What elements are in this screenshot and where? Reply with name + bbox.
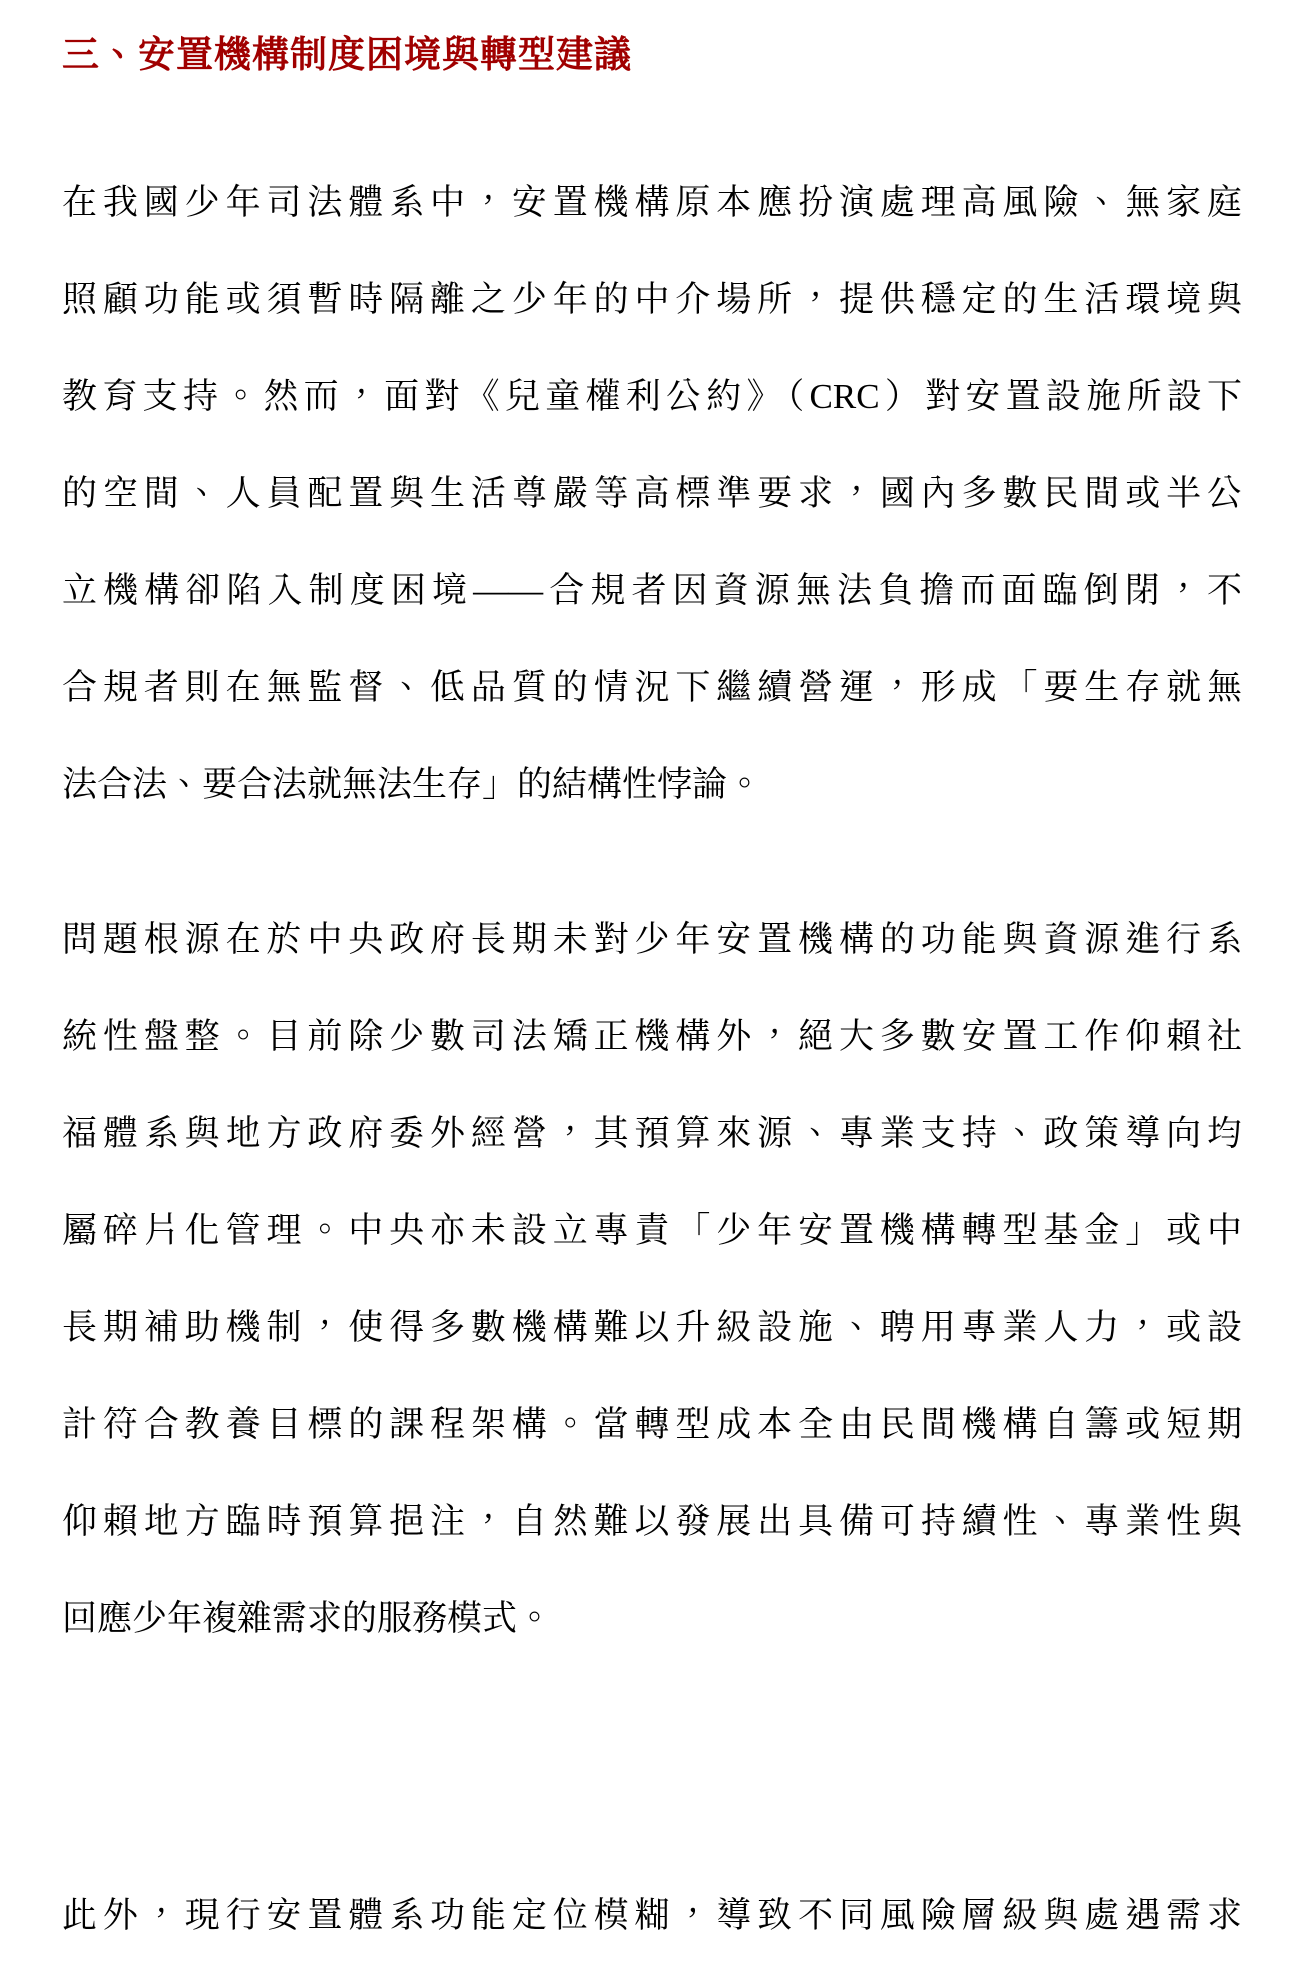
text-line: 福體系與地方政府委外經營，其預算來源、專業支持、政策導向均 <box>62 1114 1242 1153</box>
text-line: 統性盤整。目前除少數司法矯正機構外，絕大多數安置工作仰賴社 <box>62 1017 1242 1056</box>
text-line: 的空間、人員配置與生活尊嚴等高標準要求，國內多數民間或半公 <box>62 474 1242 513</box>
text-line: 法合法、要合法就無法生存」的結構性悖論。 <box>62 765 763 804</box>
text-line: 長期補助機制，使得多數機構難以升級設施、聘用專業人力，或設 <box>62 1308 1242 1347</box>
text-line: 屬碎片化管理。中央亦未設立專責「少年安置機構轉型基金」或中 <box>62 1211 1242 1250</box>
text-line: 照顧功能或須暫時隔離之少年的中介場所，提供穩定的生活環境與 <box>62 280 1242 319</box>
text-line: 計符合教養目標的課程架構。當轉型成本全由民間機構自籌或短期 <box>62 1405 1242 1444</box>
paragraph <box>62 154 1242 833</box>
text-line: 問題根源在於中央政府長期未對少年安置機構的功能與資源進行系 <box>62 920 1242 959</box>
paragraph <box>62 1867 1242 1964</box>
text-line: 回應少年複雜需求的服務模式。 <box>62 1599 553 1638</box>
text-line: 仰賴地方臨時預算挹注，自然難以發展出具備可持續性、專業性與 <box>62 1502 1242 1541</box>
document-body <box>62 154 1242 1964</box>
text-line: 在我國少年司法體系中，安置機構原本應扮演處理高風險、無家庭 <box>62 183 1242 222</box>
text-line: 此外，現行安置體系功能定位模糊，導致不同風險層級與處遇需求 <box>62 1896 1242 1935</box>
text-line: 立機構卻陷入制度困境——合規者因資源無法負擔而面臨倒閉，不 <box>62 571 1242 610</box>
paragraph <box>62 891 1242 1667</box>
text-line: 教育支持。然而，面對《兒童權利公約》（CRC）對安置設施所設下 <box>62 377 1242 416</box>
section-heading: 三、安置機構制度困境與轉型建議 <box>62 35 632 76</box>
text-line: 合規者則在無監督、低品質的情況下繼續營運，形成「要生存就無 <box>62 668 1242 707</box>
